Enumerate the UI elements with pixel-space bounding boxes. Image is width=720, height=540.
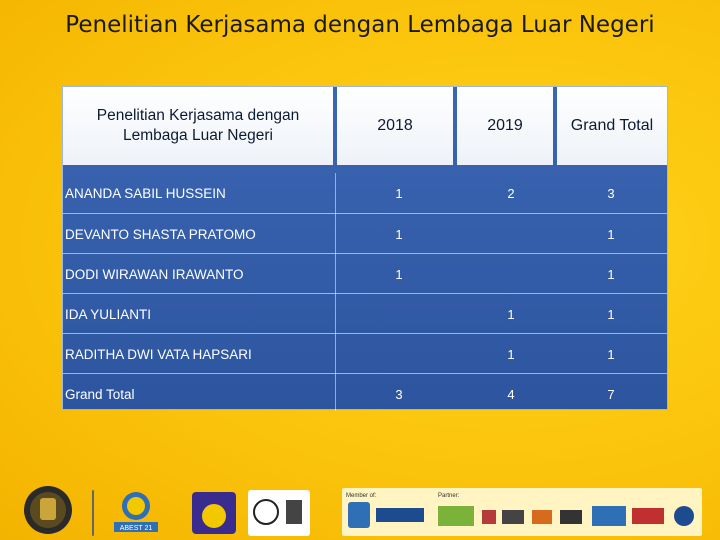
header-name: Penelitian Kerjasama dengan Lembaga Luar Negeri bbox=[63, 87, 333, 165]
row-2019: 2 bbox=[507, 185, 515, 201]
divider bbox=[92, 490, 94, 536]
row-2019: 1 bbox=[507, 346, 515, 362]
table-row bbox=[63, 293, 667, 334]
row-total: 7 bbox=[607, 386, 615, 402]
research-table bbox=[62, 86, 668, 410]
table-header bbox=[63, 87, 667, 173]
row-2018: 1 bbox=[395, 185, 403, 201]
row-2019: 4 bbox=[507, 386, 515, 402]
table-row bbox=[63, 333, 667, 374]
table-row-grand-total bbox=[63, 373, 667, 412]
row-total: 1 bbox=[607, 306, 615, 322]
row-name: RADITHA DWI VATA HAPSARI bbox=[65, 346, 252, 362]
row-2018: 1 bbox=[395, 226, 403, 242]
header-2019: 2019 bbox=[457, 87, 553, 165]
svg-text:Partner:: Partner: bbox=[438, 493, 460, 499]
header-2018: 2018 bbox=[337, 87, 453, 165]
row-2019: 1 bbox=[507, 306, 515, 322]
svg-text:ABEST 21: ABEST 21 bbox=[119, 525, 153, 532]
row-total: 1 bbox=[607, 226, 615, 242]
row-2018: 1 bbox=[395, 266, 403, 282]
table-row bbox=[63, 253, 667, 294]
row-2018 bbox=[363, 294, 435, 334]
row-name: ANANDA SABIL HUSSEIN bbox=[65, 185, 226, 201]
row-total: 1 bbox=[607, 346, 615, 362]
slide-title: Penelitian Kerjasama dengan Lembaga Luar Negeri bbox=[65, 12, 655, 38]
ub-logo bbox=[190, 490, 238, 536]
footer-logos bbox=[20, 478, 700, 538]
row-name: Grand Total bbox=[65, 386, 135, 402]
table-row bbox=[63, 213, 667, 254]
row-name: DODI WIRAWAN IRAWANTO bbox=[65, 266, 244, 282]
row-2019 bbox=[467, 214, 555, 254]
row-total: 3 bbox=[607, 185, 615, 201]
certification-logo bbox=[248, 490, 310, 536]
svg-text:Member of:: Member of: bbox=[346, 493, 377, 499]
table-row bbox=[63, 173, 667, 213]
membership-logos bbox=[342, 488, 702, 536]
row-2018: 3 bbox=[395, 386, 403, 402]
row-total: 1 bbox=[607, 266, 615, 282]
column-divider bbox=[335, 173, 336, 411]
row-name: DEVANTO SHASTA PRATOMO bbox=[65, 226, 256, 242]
header-grand-total: Grand Total bbox=[557, 87, 667, 165]
row-2018 bbox=[363, 334, 435, 374]
row-name: IDA YULIANTI bbox=[65, 306, 152, 322]
row-2019 bbox=[467, 254, 555, 294]
abest21-logo bbox=[106, 482, 166, 538]
university-crest-logo bbox=[22, 484, 74, 536]
